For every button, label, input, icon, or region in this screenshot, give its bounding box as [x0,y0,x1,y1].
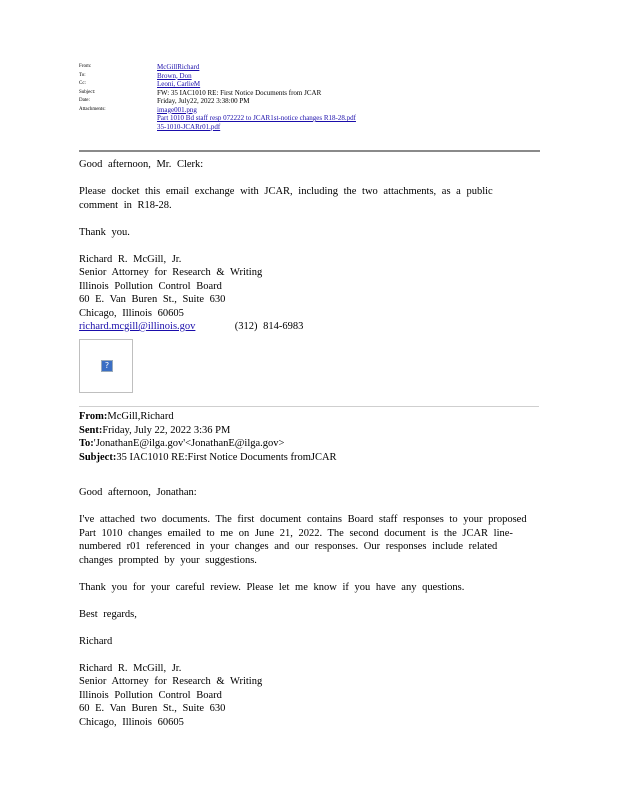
header-attachments-row [79,106,541,132]
signature-title: Senior Attorney for Research & Writing [79,267,263,278]
from-value[interactable]: McGillRichard [157,63,200,71]
signature-city: Chicago, Illinois 60605 [79,716,184,728]
date-value: Friday, July22, 2022 3:38:00 PM [157,97,250,105]
fwd-subject-label: Subject: [79,451,117,463]
fwd-sent-label: Sent: [79,424,103,436]
header-cc-row [79,80,541,89]
signature-address: 60 E. Van Buren St., Suite 630 [79,294,226,305]
fwd-sent-value: Friday, July 22, 2022 3:36 PM [102,424,231,436]
fwd-subject-value: 35 IAC1010 RE:First Notice Documents fromJCAR [116,451,337,463]
cc-label: Cc: [79,81,86,86]
attachments-label: Attachments: [79,106,106,112]
signature-org: Illinois Pollution Control Board [79,689,222,701]
embedded-image-placeholder [79,339,133,393]
attachment-link[interactable]: 35-1010-JCARr01.pdf [157,122,221,131]
thanks-line: Thank you for your careful review. Please let me know if you have any questions. [79,581,465,593]
thanks-line: Thank you. [79,226,130,238]
signature-phone: (312) 814-6983 [234,321,304,332]
header-divider [79,150,540,152]
signature-address: 60 E. Van Buren St., Suite 630 [79,703,226,714]
fwd-to-label: To: [79,438,94,449]
signature-org: Illinois Pollution Control Board [79,280,222,292]
date-label: Date: [79,98,90,103]
email-header [79,63,541,131]
fwd-to-value: 'JonathanE@ilga.gov'<JonathanE@ilga.gov> [93,438,285,449]
message-body [79,158,529,393]
fwd-from-value: McGill,Richard [107,411,174,422]
cc-value[interactable]: Leoni, CarlieM [157,80,201,88]
subject-label: Subject: [79,89,96,95]
broken-image-icon: ? [101,360,113,372]
closing-line: Best regards, [79,608,137,620]
signature-block [79,253,529,334]
to-label: To: [79,72,86,78]
fwd-to-row [79,437,529,451]
header-from-row [79,63,541,72]
subject-value: FW: 35 IAC1010 RE: First Notice Documents from JCAR [157,88,322,97]
attachment-link[interactable]: image001.png [157,105,197,114]
signature-name: Richard R. McGill, Jr. [79,253,182,265]
signature-block [79,662,529,730]
attachments-list [157,106,541,132]
signature-contact [79,320,529,334]
forwarded-message-body [79,486,529,729]
fwd-from-label: From: [79,411,108,422]
signature-city: Chicago, Illinois 60605 [79,307,184,319]
signature-title: Senior Attorney for Research & Writing [79,676,263,687]
fwd-subject-row [79,451,529,465]
fwd-from-row [79,410,529,424]
signoff-name: Richard [79,635,113,647]
message-paragraph: Please docket this email exchange with JCAR, including the two attachments, as a public comment in R18-28. [79,186,493,211]
greeting: Good afternoon, Jonathan: [79,487,197,498]
header-to-row [79,72,541,81]
header-subject-row [79,89,541,98]
from-label: From: [79,64,92,69]
attachment-link[interactable]: Part 1010 Bd staff resp 072222 to JCAR1st-notice changes R18-28.pdf [157,114,356,122]
to-value[interactable]: Brown, Don [157,71,192,80]
forwarded-header [79,410,529,464]
signature-name: Richard R. McGill, Jr. [79,662,182,674]
greeting: Good afternoon, Mr. Clerk: [79,159,204,170]
signature-email-link[interactable]: richard.mcgill@illinois.gov [79,321,196,332]
header-date-row [79,97,541,106]
forward-divider [79,406,539,407]
fwd-sent-row [79,424,529,438]
message-paragraph: I've attached two documents. The first document contains Board staff responses to your proposed Part 1010 changes emailed to me on June 21, 2022. The second document is the JCAR line-numbered r01 referenced in your changes and our responses. Our responses include related changes prompted by your suggestions. [79,514,527,566]
